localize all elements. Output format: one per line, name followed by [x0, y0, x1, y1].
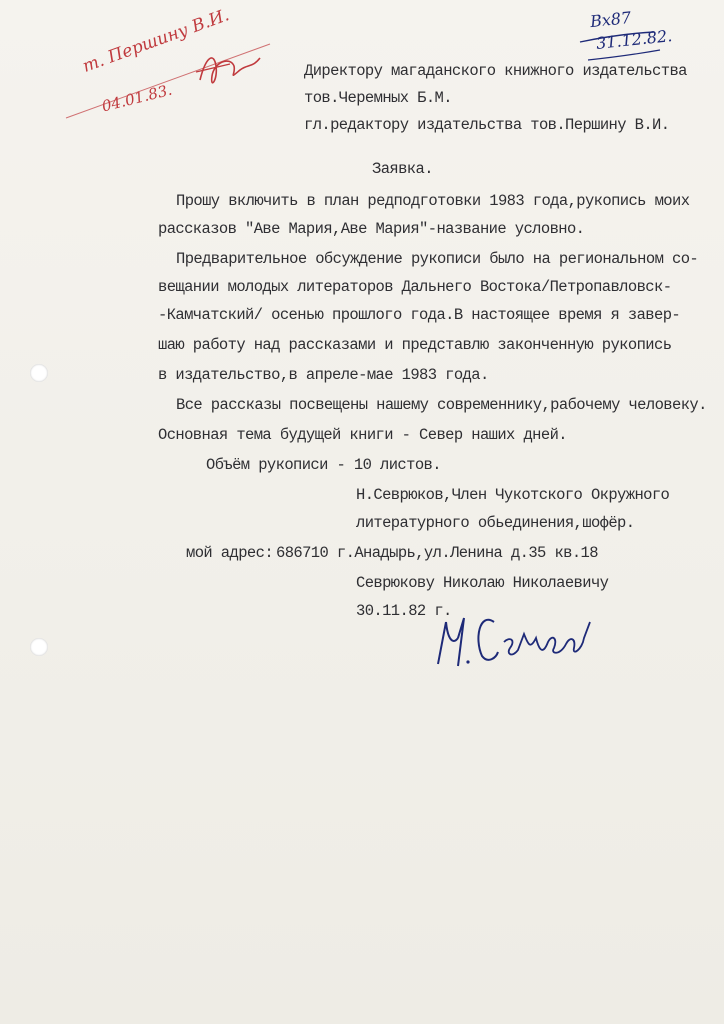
author-line-1: Н.Севрюков,Член Чукотского Окружного [356, 486, 670, 504]
author-signature [424, 598, 604, 678]
addressee-line-1: Директору магаданского книжного издательства [304, 62, 687, 80]
registration-number: Вх87 [589, 7, 633, 32]
resolution-underline [60, 40, 280, 120]
body-line-4: вещании молодых литераторов Дальнего Востока/Петропавловск- [158, 278, 672, 296]
body-line-3: Предварительное обсуждение рукописи было на региональном со- [176, 250, 699, 268]
manuscript-volume: Объём рукописи - 10 листов. [206, 456, 441, 474]
body-line-1: Прошу включить в план редподготовки 1983 года,рукопись моих [176, 192, 690, 210]
body-line-8: Все рассказы посвещены нашему современнику,рабочему человеку. [176, 396, 707, 414]
body-line-7: в издательство,в апреле-мае 1983 года. [158, 366, 489, 384]
addressee-line-2: тов.Черемных Б.М. [304, 89, 452, 107]
address-value: 686710 г.Анадырь,ул.Ленина д.35 кв.18 [276, 544, 598, 562]
document-title: Заявка. [372, 160, 433, 178]
registration-date: 31.12.82. [595, 26, 674, 53]
punch-hole-top [30, 364, 48, 382]
addressee-line-3: гл.редактору издательства тов.Першину В.И. [304, 116, 670, 134]
punch-hole-bottom [30, 638, 48, 656]
author-line-2: литературного обьединения,шофёр. [356, 514, 635, 532]
address-label: мой адрес: [186, 544, 274, 562]
body-line-9: Основная тема будущей книги - Север наших дней. [158, 426, 567, 444]
body-line-6: шаю работу над рассказами и представлю законченную рукопись [158, 336, 672, 354]
body-line-2: рассказов "Аве Мария,Аве Мария"-название условно. [158, 220, 585, 238]
body-line-5: -Камчатский/ осенью прошлого года.В настоящее время я завер- [158, 306, 681, 324]
resolution-recipient: т. Першину В.И. [80, 5, 232, 77]
resolution-date: 04.01.83. [100, 80, 174, 116]
address-recipient: Севрюкову Николаю Николаевичу [356, 574, 609, 592]
document-date: 30.11.82 г. [356, 602, 452, 620]
